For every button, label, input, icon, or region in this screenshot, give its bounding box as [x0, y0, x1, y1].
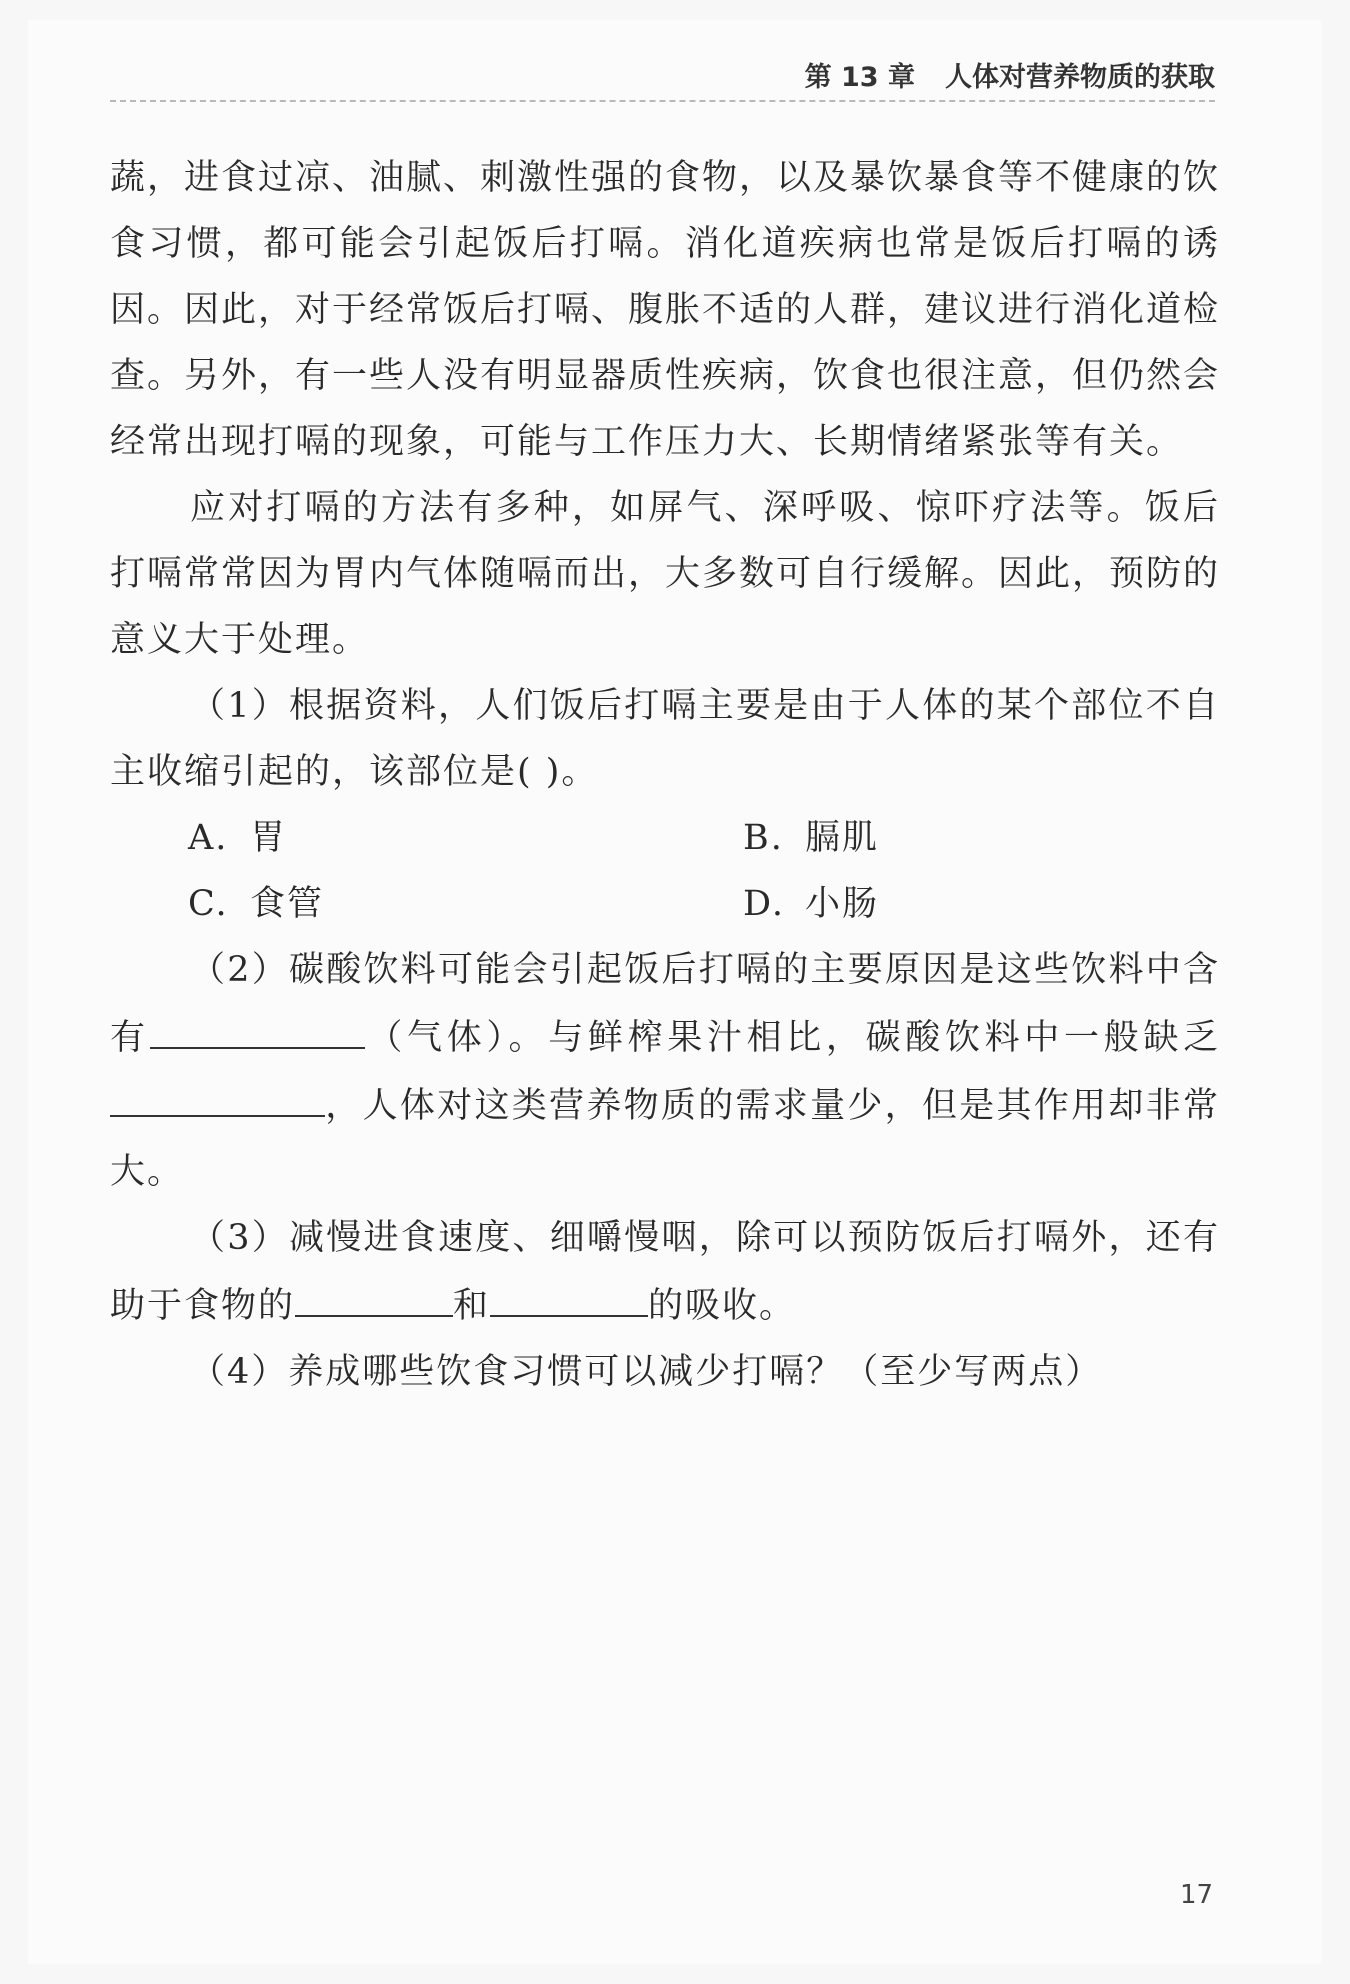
answer-blank-2[interactable]: [490, 1271, 648, 1317]
option-c: [188, 871, 743, 937]
option-text: 食管: [250, 884, 325, 924]
option-label: D.: [743, 884, 785, 924]
question-3-text-2: 和: [453, 1286, 491, 1326]
question-3: [110, 1205, 1220, 1339]
option-text: 胃: [250, 818, 288, 858]
option-b: [743, 805, 1298, 871]
question-1: （1）根据资料，人们饭后打嗝主要是由于人体的某个部位不自主收缩引起的，该部位是( )。: [110, 686, 1220, 792]
answer-blank-gas[interactable]: [150, 1003, 365, 1049]
question-1-options: [110, 805, 1220, 937]
question-4: （4）养成哪些饮食习惯可以减少打嗝？（至少写两点）: [190, 1352, 1103, 1392]
page-body: [110, 145, 1220, 1405]
option-text: 膈肌: [805, 818, 880, 858]
page-number: 17: [1180, 1880, 1214, 1910]
question-3-text-3: 的吸收。: [648, 1286, 797, 1326]
chapter-number: 第 13 章: [804, 62, 915, 93]
chapter-title: 人体对营养物质的获取: [945, 62, 1215, 93]
passage-paragraph-1: 蔬，进食过凉、油腻、刺激性强的食物，以及暴饮暴食等不健康的饮食习惯，都可能会引起饭后打嗝。消化道疾病也常是饭后打嗝的诱因。因此，对于经常饭后打嗝、腹胀不适的人群，建议进行消化道检查。另外，有一些人没有明显器质性疾病，饮食也很注意，但仍然会经常出现打嗝的现象，可能与工作压力大、长期情绪紧张等有关。: [110, 158, 1221, 462]
question-2-text-3: ，人体对这类营养物质的需求量少，但是其作用却非常大。: [110, 1086, 1220, 1192]
question-3-text-1: （3）减慢进食速度、细嚼慢咽，除可以预防饭后打嗝外，还有助于食物的: [110, 1218, 1220, 1326]
option-d: [743, 871, 1298, 937]
running-header: [110, 60, 1215, 102]
option-label: B.: [743, 818, 784, 858]
question-2: [110, 937, 1220, 1205]
option-text: 小肠: [805, 884, 880, 924]
question-2-text-1: （2）碳酸饮料可能会引起饭后打嗝的主要原因是这些饮料中含有: [110, 950, 1220, 1058]
answer-blank-1[interactable]: [295, 1271, 453, 1317]
question-2-text-2: （气体）。与鲜榨果汁相比，碳酸饮料中一般缺乏: [364, 1018, 1220, 1058]
option-label: A.: [188, 818, 229, 858]
option-label: C.: [188, 884, 229, 924]
option-a: [188, 805, 743, 871]
passage-paragraph-2: 应对打嗝的方法有多种，如屏气、深呼吸、惊吓疗法等。饭后打嗝常常因为胃内气体随嗝而出，大多数可自行缓解。因此，预防的意义大于处理。: [110, 488, 1221, 660]
answer-blank-nutrient[interactable]: [110, 1071, 325, 1117]
